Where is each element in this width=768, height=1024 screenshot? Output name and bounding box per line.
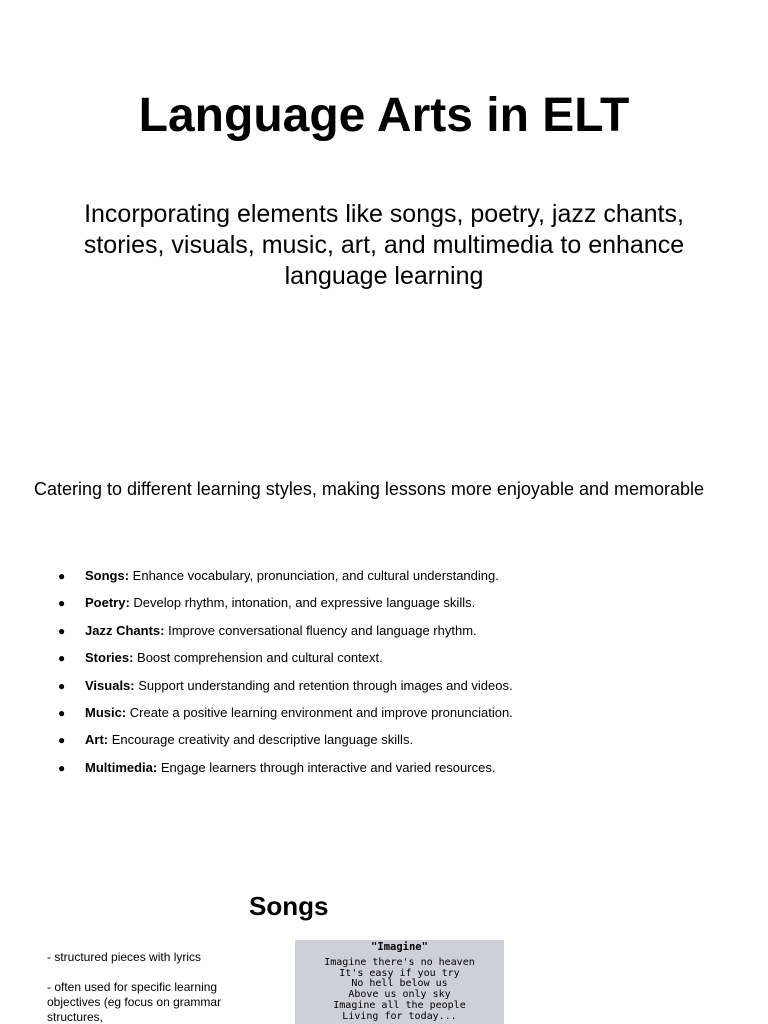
list-item <box>0 676 768 703</box>
lyrics-line: Imagine there's no heaven <box>324 957 475 968</box>
bullet-icon: ● <box>58 705 66 720</box>
list-item-term: Multimedia: <box>85 759 158 775</box>
language-arts-list <box>0 566 768 785</box>
list-item <box>0 593 768 620</box>
list-item <box>0 730 768 757</box>
lyrics-line: No hell below us <box>351 978 448 990</box>
list-item-text: Develop rhythm, intonation, and expressive language skills. <box>129 595 476 611</box>
bullet-icon: ● <box>58 733 66 748</box>
list-item-text: Create a positive learning environment and improve pronunciation. <box>126 704 513 720</box>
songs-notes <box>47 950 237 1024</box>
lyrics-lines <box>295 958 504 1022</box>
list-item-term: Songs: <box>85 568 130 583</box>
bullet-icon: ● <box>58 678 66 693</box>
songs-note: - often used for specific learning objectives (eg focus on grammar structures, <box>47 980 222 1024</box>
list-item <box>0 648 768 675</box>
list-item-text: Support understanding and retention through images and videos. <box>134 677 513 693</box>
list-item-term: Poetry: <box>85 595 130 611</box>
list-item-term: Visuals: <box>85 677 135 693</box>
list-item-text: Encourage creativity and descriptive language skills. <box>108 732 414 748</box>
imagine-lyrics-image <box>295 940 504 1024</box>
list-item-text: Enhance vocabulary, pronunciation, and cultural understanding. <box>129 568 499 583</box>
list-item <box>0 621 768 648</box>
slide-subtitle: Incorporating elements like songs, poetry, jazz chants, stories, visuals, music, art, and multimedia to enhance language learning <box>83 200 685 290</box>
list-item <box>0 566 768 593</box>
bullet-icon: ● <box>58 651 66 666</box>
list-item-term: Stories: <box>85 650 134 666</box>
bullet-icon: ● <box>58 760 66 775</box>
list-item <box>0 758 768 785</box>
lyrics-title: "Imagine" <box>371 941 428 953</box>
lyrics-line: Imagine all the people <box>333 999 466 1011</box>
intro-text: Catering to different learning styles, making lessons more enjoyable and memorable <box>34 479 705 499</box>
lyrics-line: Above us only sky <box>348 989 451 1001</box>
list-item-term: Music: <box>85 704 127 720</box>
list-item-term: Art: <box>85 732 109 748</box>
bullet-icon: ● <box>58 623 66 638</box>
lyrics-line: Living for today... <box>342 1010 457 1022</box>
slide-title: Language Arts in ELT <box>138 89 630 142</box>
list-item-text: Improve conversational fluency and language rhythm. <box>164 622 477 638</box>
bullet-icon: ● <box>58 569 66 583</box>
list-item-text: Engage learners through interactive and varied resources. <box>157 759 496 775</box>
bullet-icon: ● <box>58 596 66 611</box>
list-item <box>0 703 768 730</box>
list-item-term: Jazz Chants: <box>85 622 165 638</box>
list-item-text: Boost comprehension and cultural context. <box>133 650 383 666</box>
songs-heading: Songs <box>249 891 329 921</box>
songs-note: - structured pieces with lyrics <box>47 950 202 964</box>
lyrics-line: It's easy if you try <box>339 967 460 979</box>
